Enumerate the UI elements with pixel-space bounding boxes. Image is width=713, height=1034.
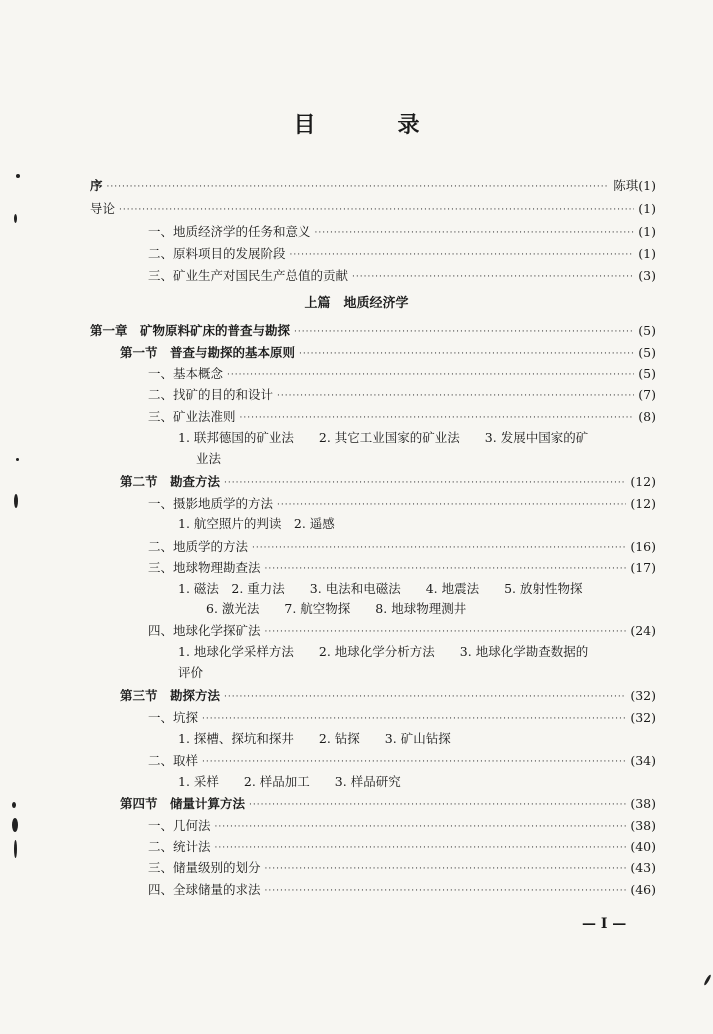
toc-page: (3) [638, 268, 656, 283]
toc-entry[interactable] [148, 710, 656, 726]
toc-sub-line: 1. 采样 2. 样品加工 3. 样品研究 [178, 774, 401, 789]
toc-sub-line: 1. 航空照片的判读 2. 遥感 [178, 516, 335, 531]
toc-label: 三、地球物理勘查法 [148, 560, 261, 575]
toc-sub-line: 评价 [178, 665, 204, 680]
toc-label: 第一节 普查与勘探的基本原则 [120, 345, 296, 360]
toc-entry[interactable] [148, 818, 656, 834]
toc-leader [202, 714, 626, 726]
toc-page: (5) [638, 345, 656, 360]
toc-label: 一、基本概念 [148, 366, 224, 381]
toc-leader [224, 692, 626, 704]
toc-page: (1) [638, 201, 656, 216]
toc-page: (46) [630, 882, 656, 897]
toc-entry[interactable] [148, 224, 656, 240]
toc-label: 二、找矿的目的和设计 [148, 387, 274, 402]
toc-label: 三、矿业生产对国民生产总值的贡献 [148, 268, 349, 283]
toc-sub-line: 1. 联邦德国的矿业法 2. 其它工业国家的矿业法 3. 发展中国家的矿 [178, 430, 589, 445]
toc-leader [107, 182, 610, 194]
section-header: 上篇 地质经济学 [304, 296, 409, 311]
toc-label: 一、摄影地质学的方法 [148, 496, 274, 511]
toc-page: (16) [630, 539, 656, 554]
toc-page: (1) [638, 224, 656, 239]
page-number-footer: — I — [582, 916, 627, 932]
toc-label: 第四节 储量计算方法 [120, 796, 246, 811]
toc-entry[interactable] [148, 882, 656, 898]
toc-leader [299, 349, 634, 361]
toc-leader [277, 500, 626, 512]
toc-leader [265, 627, 627, 639]
toc-label: 二、原料项目的发展阶段 [148, 246, 286, 261]
toc-entry[interactable] [120, 688, 656, 704]
toc-page: (32) [630, 688, 656, 703]
toc-label: 导论 [90, 201, 116, 216]
scan-speck [12, 802, 16, 808]
scan-speck [16, 174, 20, 178]
toc-leader [265, 886, 627, 898]
toc-entry[interactable] [90, 323, 656, 339]
toc-label: 二、统计法 [148, 839, 211, 854]
toc-page: (32) [630, 710, 656, 725]
page-title: 目 录 [293, 112, 450, 138]
toc-sub-line: 6. 激光法 7. 航空物探 8. 地球物理测井 [206, 601, 467, 616]
scan-speck [14, 214, 17, 223]
toc-leader [119, 205, 634, 217]
toc-page: (43) [630, 860, 656, 875]
toc-leader [315, 228, 635, 240]
toc-page: (34) [630, 753, 656, 768]
toc-entry[interactable] [148, 496, 656, 512]
toc-entry[interactable] [148, 268, 656, 284]
toc-label: 四、全球储量的求法 [148, 882, 261, 897]
toc-entry[interactable] [148, 539, 656, 555]
toc-page: (38) [630, 796, 656, 811]
scan-speck [12, 818, 18, 832]
toc-page: (7) [638, 387, 656, 402]
toc-leader [227, 370, 634, 382]
toc-label: 序 [90, 178, 103, 193]
toc-label: 第三节 勘探方法 [120, 688, 221, 703]
toc-page: (38) [630, 818, 656, 833]
toc-entry[interactable] [148, 560, 656, 576]
toc-page: (12) [630, 474, 656, 489]
toc-entry[interactable] [120, 796, 656, 812]
toc-sub-line: 1. 地球化学采样方法 2. 地球化学分析方法 3. 地球化学勘查数据的 [178, 644, 589, 659]
toc-sub-line: 1. 探槽、探坑和探井 2. 钻探 3. 矿山钻探 [178, 731, 451, 746]
toc-leader [277, 391, 634, 403]
toc-page: (40) [630, 839, 656, 854]
toc-label: 第二节 勘查方法 [120, 474, 221, 489]
toc-label: 一、几何法 [148, 818, 211, 833]
toc-label: 一、地质经济学的任务和意义 [148, 224, 311, 239]
toc-leader [252, 543, 626, 555]
toc-leader [352, 272, 634, 284]
toc-entry[interactable] [120, 474, 656, 490]
toc-entry[interactable] [148, 366, 656, 382]
toc-label: 二、取样 [148, 753, 199, 768]
toc-page: (12) [630, 496, 656, 511]
scan-speck [703, 974, 712, 986]
toc-entry[interactable] [90, 178, 656, 194]
toc-page: 陈琪(1) [613, 178, 656, 193]
toc-label: 三、储量级别的划分 [148, 860, 261, 875]
toc-leader [224, 478, 626, 490]
toc-label: 二、地质学的方法 [148, 539, 249, 554]
toc-entry[interactable] [148, 623, 656, 639]
toc-label: 一、坑探 [148, 710, 199, 725]
toc-sub-line: 业法 [196, 451, 222, 466]
scan-speck [14, 494, 18, 508]
toc-page: (8) [638, 409, 656, 424]
toc-page: (24) [630, 623, 656, 638]
scan-speck [16, 458, 19, 461]
toc-entry[interactable] [148, 839, 656, 855]
toc-leader [294, 327, 634, 339]
toc-entry[interactable] [148, 753, 656, 769]
toc-entry[interactable] [148, 409, 656, 425]
toc-label: 第一章 矿物原料矿床的普查与勘探 [90, 323, 291, 338]
toc-entry[interactable] [120, 345, 656, 361]
toc-leader [249, 800, 626, 812]
toc-page: (5) [638, 366, 656, 381]
toc-entry[interactable] [148, 387, 656, 403]
toc-page: (17) [630, 560, 656, 575]
scan-speck [14, 840, 17, 858]
toc-leader [215, 843, 627, 855]
toc-label: 三、矿业法准则 [148, 409, 236, 424]
toc-leader [202, 757, 626, 769]
toc-page: (1) [638, 246, 656, 261]
toc-entry[interactable] [148, 860, 656, 876]
toc-leader [290, 250, 635, 262]
toc-leader [215, 822, 627, 834]
toc-page: (5) [638, 323, 656, 338]
toc-leader [265, 564, 627, 576]
toc-entry[interactable] [148, 246, 656, 262]
toc-label: 四、地球化学探矿法 [148, 623, 261, 638]
toc-leader [265, 864, 627, 876]
toc-leader [240, 413, 635, 425]
toc-entry[interactable] [90, 201, 656, 217]
toc-sub-line: 1. 磁法 2. 重力法 3. 电法和电磁法 4. 地震法 5. 放射性物探 [178, 581, 583, 596]
